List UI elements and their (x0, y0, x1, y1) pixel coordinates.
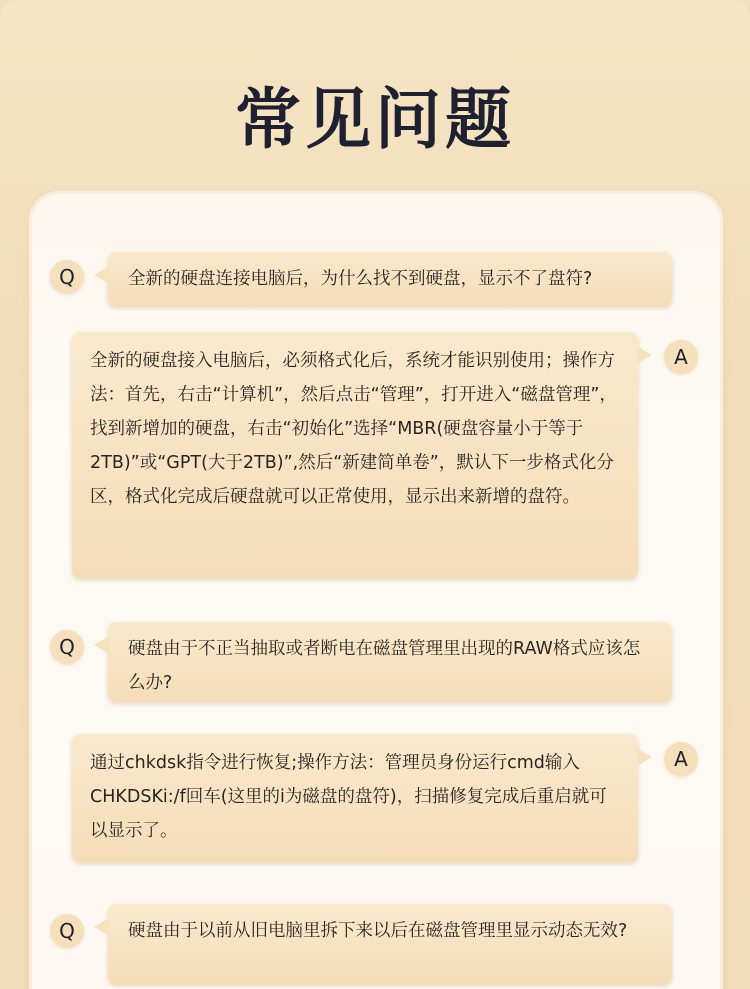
page-title: 常见问题 (235, 81, 515, 158)
question-badge: Q (50, 914, 84, 948)
answer-text: 全新的硬盘接入电脑后，必须格式化后，系统才能识别使用；操作方法：首先，右击“计算机”，然后点击“管理”，打开进入“磁盘管理”，找到新增加的硬盘，右击“初始化”选择“MBR(硬盘容量小于等于2TB)”或“GPT(大于2TB)”,然后“新建简单卷”，默认下一步格式化分区，格式化完成后硬盘就可以正常使用，显示出来新增的盘符。 (90, 351, 617, 507)
answer-text: 通过chkdsk指令进行恢复;操作方法：管理员身份运行cmd输入CHKDSKi:/f回车(这里的i为磁盘的盘符)，扫描修复完成后重启就可以显示了。 (90, 753, 607, 841)
question-text: 硬盘由于不正当抽取或者断电在磁盘管理里出现的RAW格式应该怎么办? (128, 639, 641, 693)
answer-badge: A (664, 340, 698, 374)
faq-panel (32, 194, 720, 989)
bubble-tail (94, 918, 109, 936)
bubble-tail (637, 346, 652, 364)
question-badge: Q (50, 260, 84, 294)
question-bubble (108, 622, 672, 702)
question-badge: Q (50, 630, 84, 664)
question-text: 硬盘由于以前从旧电脑里拆下来以后在磁盘管理里显示动态无效? (128, 921, 628, 941)
question-bubble (108, 904, 672, 984)
answer-bubble (72, 734, 638, 862)
question-bubble (108, 252, 672, 306)
bubble-tail (94, 266, 109, 284)
answer-badge: A (664, 742, 698, 776)
bubble-tail (637, 748, 652, 766)
answer-bubble (72, 332, 638, 578)
bubble-tail (94, 636, 109, 654)
question-text: 全新的硬盘连接电脑后，为什么找不到硬盘，显示不了盘符? (128, 269, 593, 289)
